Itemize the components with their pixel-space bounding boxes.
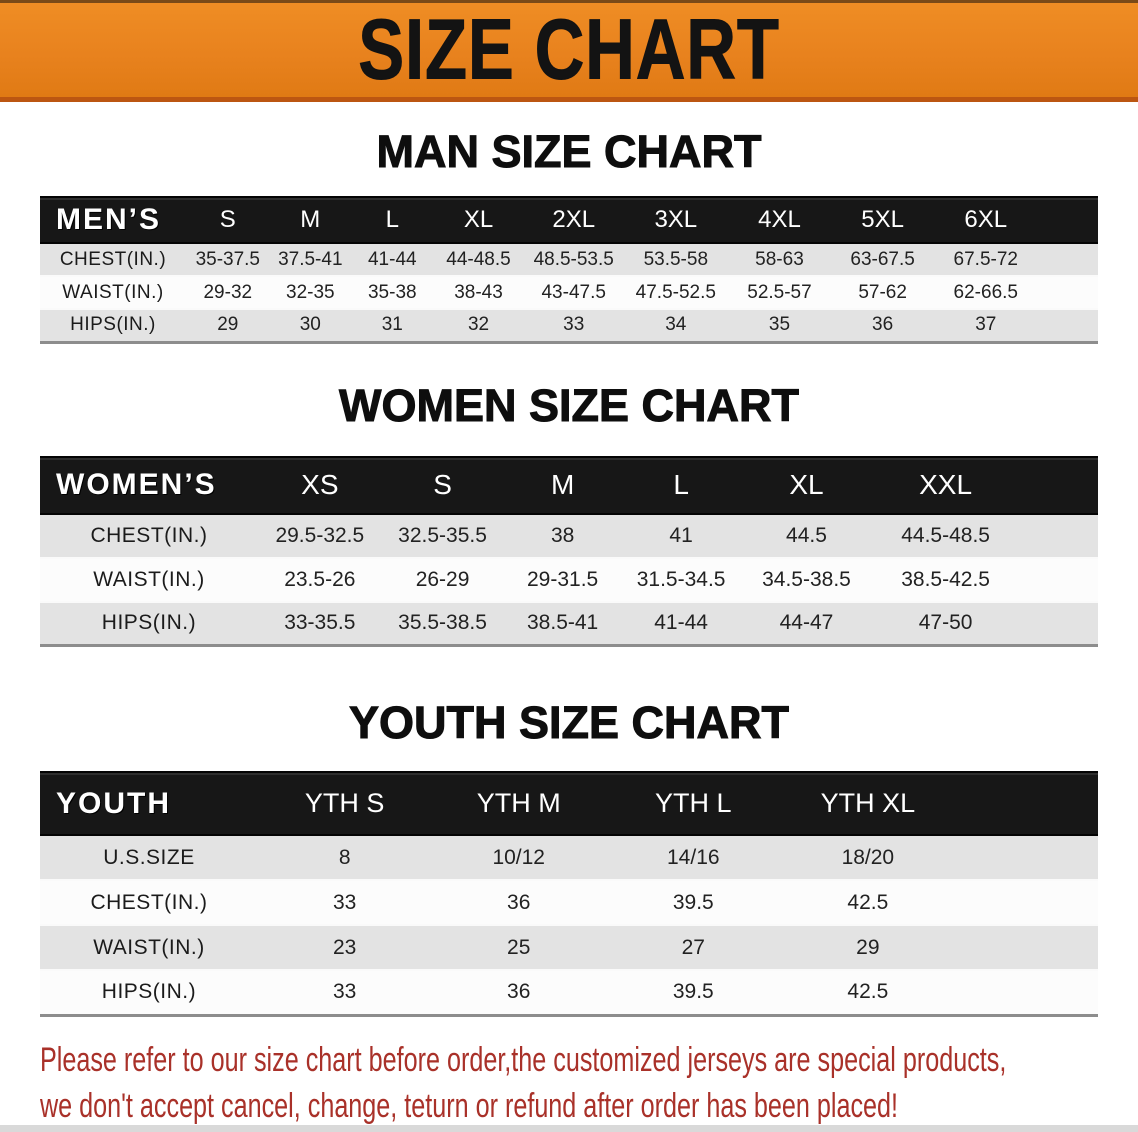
size-column-header: 5XL [831, 197, 934, 243]
measurement-row-label: HIPS(IN.) [40, 309, 186, 342]
size-value-cell: 33 [523, 309, 624, 342]
youth-section [0, 699, 1138, 1017]
size-value-cell: 67.5-72 [934, 243, 1038, 276]
size-column-header: 4XL [728, 197, 832, 243]
women-size-table [40, 456, 1098, 648]
size-value-cell: 41 [622, 514, 740, 558]
banner-title: SIZE CHART [358, 1, 780, 97]
size-value-cell: 57-62 [831, 276, 934, 309]
size-value-cell: 53.5-58 [624, 243, 728, 276]
row-filler-cell [1019, 558, 1098, 602]
size-value-cell: 35.5-38.5 [382, 602, 504, 646]
row-filler-cell [1019, 514, 1098, 558]
header-filler-cell [1019, 457, 1098, 514]
measurement-row-label: CHEST(IN.) [40, 880, 258, 925]
size-value-cell: 23 [258, 925, 432, 970]
size-column-header: L [622, 457, 740, 514]
size-column-header: YTH S [258, 772, 432, 835]
size-column-header: M [270, 197, 351, 243]
men-section-heading: MAN SIZE CHART [376, 126, 762, 177]
size-value-cell: 44-48.5 [434, 243, 524, 276]
size-column-header: 3XL [624, 197, 728, 243]
youth-section-heading: YOUTH SIZE CHART [348, 697, 789, 748]
size-value-cell: 36 [831, 309, 934, 342]
size-header-row [40, 772, 1098, 835]
measurement-row [40, 243, 1098, 276]
measurement-row-label: HIPS(IN.) [40, 602, 258, 646]
men-size-table [40, 196, 1098, 344]
measurement-row [40, 309, 1098, 342]
size-value-cell: 25 [431, 925, 606, 970]
size-value-cell: 63-67.5 [831, 243, 934, 276]
row-filler-cell [1038, 309, 1098, 342]
measurement-row [40, 835, 1098, 880]
size-value-cell: 38.5-42.5 [873, 558, 1019, 602]
bottom-edge-strip [0, 1125, 1138, 1132]
size-column-header: L [351, 197, 434, 243]
size-column-header: 6XL [934, 197, 1038, 243]
youth-table-header [40, 772, 1098, 835]
size-group-label: YOUTH [40, 772, 258, 835]
row-filler-cell [955, 925, 1098, 970]
size-value-cell: 32.5-35.5 [382, 514, 504, 558]
size-value-cell: 31 [351, 309, 434, 342]
size-value-cell: 38-43 [434, 276, 524, 309]
header-filler-cell [955, 772, 1098, 835]
size-column-header: YTH L [606, 772, 781, 835]
size-value-cell: 42.5 [781, 880, 956, 925]
size-value-cell: 34 [624, 309, 728, 342]
measurement-row-label: U.S.SIZE [40, 835, 258, 880]
size-value-cell: 41-44 [622, 602, 740, 646]
size-value-cell: 36 [431, 970, 606, 1015]
size-value-cell: 47.5-52.5 [624, 276, 728, 309]
measurement-row [40, 880, 1098, 925]
size-value-cell: 37 [934, 309, 1038, 342]
size-value-cell: 48.5-53.5 [523, 243, 624, 276]
size-column-header: XXL [873, 457, 1019, 514]
size-value-cell: 29.5-32.5 [258, 514, 382, 558]
size-value-cell: 27 [606, 925, 781, 970]
row-filler-cell [955, 970, 1098, 1015]
size-value-cell: 18/20 [781, 835, 956, 880]
size-column-header: 2XL [523, 197, 624, 243]
size-column-header: S [382, 457, 504, 514]
size-value-cell: 38.5-41 [503, 602, 621, 646]
size-value-cell: 23.5-26 [258, 558, 382, 602]
size-value-cell: 37.5-41 [270, 243, 351, 276]
size-value-cell: 44.5 [740, 514, 872, 558]
size-value-cell: 44-47 [740, 602, 872, 646]
measurement-row-label: WAIST(IN.) [40, 558, 258, 602]
size-value-cell: 35-37.5 [186, 243, 270, 276]
row-filler-cell [955, 880, 1098, 925]
size-column-header: YTH XL [781, 772, 956, 835]
size-header-row [40, 457, 1098, 514]
men-table-header [40, 197, 1098, 243]
row-filler-cell [1019, 602, 1098, 646]
size-column-header: XL [434, 197, 524, 243]
size-value-cell: 10/12 [431, 835, 606, 880]
size-column-header: S [186, 197, 270, 243]
measurement-row-label: CHEST(IN.) [40, 514, 258, 558]
size-value-cell: 58-63 [728, 243, 832, 276]
men-table-body [40, 243, 1098, 342]
disclaimer-line-2: we don't accept cancel, change, teturn or refund after order has been placed! [40, 1086, 898, 1125]
size-value-cell: 32-35 [270, 276, 351, 309]
measurement-row-label: WAIST(IN.) [40, 925, 258, 970]
disclaimer [40, 1037, 1138, 1129]
row-filler-cell [1038, 276, 1098, 309]
size-value-cell: 31.5-34.5 [622, 558, 740, 602]
size-value-cell: 35 [728, 309, 832, 342]
measurement-row [40, 602, 1098, 646]
women-table-body [40, 514, 1098, 646]
size-value-cell: 29 [186, 309, 270, 342]
measurement-row [40, 514, 1098, 558]
size-group-label: WOMEN’S [40, 457, 258, 514]
size-value-cell: 35-38 [351, 276, 434, 309]
women-section-heading: WOMEN SIZE CHART [339, 379, 799, 431]
size-value-cell: 29-32 [186, 276, 270, 309]
size-value-cell: 33 [258, 880, 432, 925]
youth-table-body [40, 835, 1098, 1015]
header-filler-cell [1038, 197, 1098, 243]
row-filler-cell [1038, 243, 1098, 276]
row-filler-cell [955, 835, 1098, 880]
size-value-cell: 41-44 [351, 243, 434, 276]
size-value-cell: 36 [431, 880, 606, 925]
size-value-cell: 62-66.5 [934, 276, 1038, 309]
measurement-row [40, 558, 1098, 602]
size-value-cell: 34.5-38.5 [740, 558, 872, 602]
size-value-cell: 38 [503, 514, 621, 558]
size-value-cell: 39.5 [606, 880, 781, 925]
size-value-cell: 47-50 [873, 602, 1019, 646]
size-value-cell: 39.5 [606, 970, 781, 1015]
size-value-cell: 32 [434, 309, 524, 342]
size-value-cell: 30 [270, 309, 351, 342]
size-column-header: M [503, 457, 621, 514]
size-value-cell: 33 [258, 970, 432, 1015]
measurement-row-label: WAIST(IN.) [40, 276, 186, 309]
size-value-cell: 14/16 [606, 835, 781, 880]
measurement-row-label: CHEST(IN.) [40, 243, 186, 276]
size-chart-banner [0, 0, 1138, 102]
men-section [0, 128, 1138, 344]
size-value-cell: 43-47.5 [523, 276, 624, 309]
size-column-header: XL [740, 457, 872, 514]
women-table-header [40, 457, 1098, 514]
size-value-cell: 8 [258, 835, 432, 880]
size-group-label: MEN’S [40, 197, 186, 243]
size-column-header: YTH M [431, 772, 606, 835]
women-section [0, 379, 1138, 648]
measurement-row [40, 276, 1098, 309]
size-value-cell: 29-31.5 [503, 558, 621, 602]
size-value-cell: 52.5-57 [728, 276, 832, 309]
size-header-row [40, 197, 1098, 243]
size-value-cell: 29 [781, 925, 956, 970]
size-value-cell: 26-29 [382, 558, 504, 602]
youth-size-table [40, 771, 1098, 1017]
size-value-cell: 33-35.5 [258, 602, 382, 646]
measurement-row [40, 970, 1098, 1015]
size-value-cell: 42.5 [781, 970, 956, 1015]
measurement-row [40, 925, 1098, 970]
disclaimer-line-1: Please refer to our size chart before order,the customized jerseys are special products, [40, 1040, 1007, 1079]
size-value-cell: 44.5-48.5 [873, 514, 1019, 558]
measurement-row-label: HIPS(IN.) [40, 970, 258, 1015]
size-column-header: XS [258, 457, 382, 514]
